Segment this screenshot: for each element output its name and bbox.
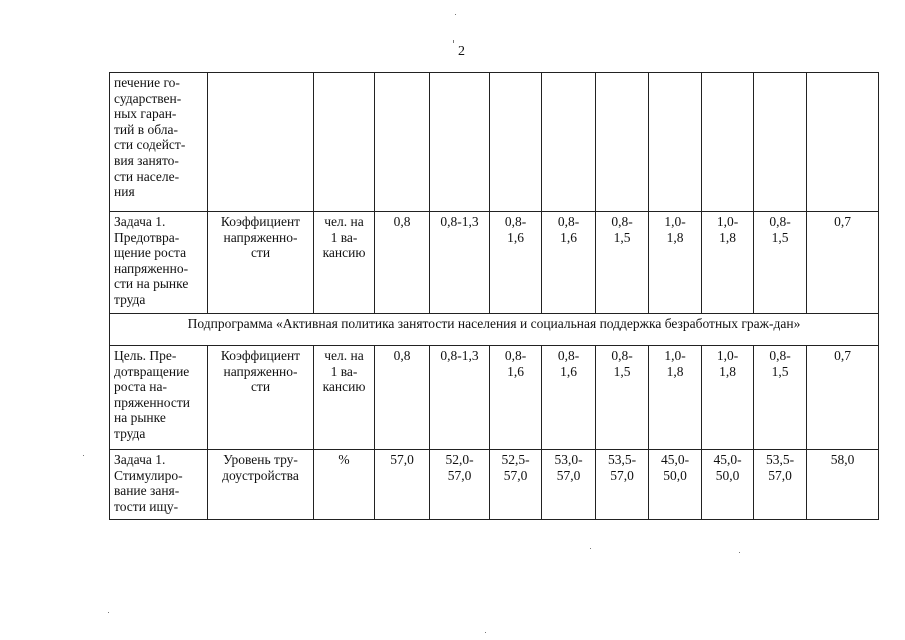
value-cell-line: 57,0 (768, 467, 792, 483)
value-cell-line: 0,8- (769, 214, 791, 229)
goal-task-cell-line: пряженности (114, 394, 190, 410)
value-cell (596, 450, 649, 520)
value-cell-line: 1,5 (771, 363, 789, 379)
unit-cell-line: 1 ва- (330, 229, 358, 245)
scan-speck (453, 40, 454, 43)
unit-cell-line: 1 ва- (330, 363, 358, 379)
goal-task-cell-line: труда (114, 291, 146, 307)
value-cell (542, 73, 596, 212)
value-cell-line: 1,0- (716, 348, 739, 363)
value-cell-line: 1,5 (771, 229, 789, 245)
value-cell-line: 0,8- (557, 214, 580, 229)
unit-cell-line: чел. на (324, 348, 364, 363)
value-cell-line: 1,8 (666, 229, 684, 245)
value-cell-line: 45,0- (660, 452, 690, 467)
table-row (110, 314, 879, 346)
unit-cell (314, 346, 375, 450)
value-cell (430, 212, 490, 314)
value-cell-line: 0,8- (611, 214, 633, 229)
value-cell-line: 0,8 (393, 214, 411, 229)
value-cell-line: 0,8-1,3 (440, 214, 479, 229)
unit-cell-line: % (338, 452, 350, 467)
value-cell-line: 0,7 (834, 214, 851, 229)
unit-cell (314, 212, 375, 314)
goal-task-cell-line: Предотвра- (114, 229, 180, 245)
value-cell-line: 53,5- (607, 452, 637, 467)
goal-task-cell-line: тости ищу- (114, 498, 179, 514)
value-cell-line: 50,0 (715, 467, 740, 483)
value-cell-line: 1,0- (664, 214, 686, 229)
scan-speck (485, 632, 486, 633)
indicator-cell (208, 212, 314, 314)
value-cell-line: 0,8- (611, 348, 633, 363)
value-cell (702, 346, 754, 450)
unit-cell-line: кансию (322, 379, 366, 395)
value-cell-line: 0,7 (834, 348, 851, 363)
value-cell-line: 58,0 (830, 452, 855, 467)
value-cell (807, 212, 879, 314)
value-cell (702, 73, 754, 212)
value-cell (702, 212, 754, 314)
indicator-cell-line: сти (250, 245, 271, 261)
value-cell-line: 57,0 (447, 467, 472, 483)
goal-task-cell-line: тий в обла- (114, 121, 178, 137)
value-cell (596, 73, 649, 212)
unit-cell (314, 450, 375, 520)
goal-task-cell-line: ния (114, 184, 135, 200)
value-cell-line: 52,5- (501, 452, 530, 467)
value-cell (375, 346, 430, 450)
value-cell (490, 73, 542, 212)
goal-task-cell-line: на рынке (114, 410, 166, 426)
scan-speck (739, 552, 740, 553)
value-cell (375, 450, 430, 520)
indicator-cell-line: Коэффициент (220, 348, 301, 363)
goal-task-cell-line: Стимулиро- (114, 467, 183, 483)
subprogram-title: Подпрограмма «Активная политика занятости населения и социальная поддержка безработных граж-дан» (110, 314, 879, 346)
value-cell (375, 212, 430, 314)
value-cell-line: 57,0 (390, 452, 414, 467)
goal-task-cell-line: сударствен- (114, 90, 182, 106)
value-cell (542, 450, 596, 520)
scan-speck (455, 14, 456, 15)
value-cell-line: 0,8- (557, 348, 580, 363)
value-cell-line: 1,8 (719, 229, 736, 245)
scan-speck (590, 548, 591, 549)
value-cell-line: 1,5 (613, 363, 631, 379)
indicator-cell-line: Уровень тру- (223, 452, 298, 467)
value-cell (375, 73, 430, 212)
goal-task-cell-line: щение роста (114, 245, 187, 261)
value-cell (430, 450, 490, 520)
value-cell-line: 1,6 (507, 363, 524, 379)
value-cell-line: 57,0 (556, 467, 581, 483)
value-cell-line: 0,8- (769, 348, 791, 363)
unit-cell-line: кансию (322, 245, 366, 261)
value-cell-line: 1,6 (560, 229, 577, 245)
value-cell (490, 450, 542, 520)
goal-task-cell (110, 212, 208, 314)
scan-speck (108, 612, 109, 613)
value-cell-line: 1,5 (613, 229, 631, 245)
value-cell (807, 450, 879, 520)
value-cell (754, 450, 807, 520)
value-cell (430, 346, 490, 450)
indicator-cell-line: доустройства (222, 467, 299, 483)
value-cell-line: 53,5- (765, 452, 795, 467)
goal-task-cell (110, 450, 208, 520)
value-cell-line: 45,0- (713, 452, 742, 467)
goal-task-cell-line: вия занято- (114, 152, 179, 168)
value-cell-line: 50,0 (663, 467, 687, 483)
value-cell (649, 450, 702, 520)
goal-task-cell-line: Цель. Пре- (114, 348, 177, 363)
value-cell-line: 57,0 (503, 467, 528, 483)
value-cell (596, 346, 649, 450)
value-cell (702, 450, 754, 520)
scan-speck (83, 455, 84, 456)
value-cell (754, 73, 807, 212)
value-cell (649, 73, 702, 212)
goal-task-cell-line: вание заня- (114, 483, 180, 499)
value-cell (542, 212, 596, 314)
table-body (110, 73, 879, 520)
value-cell (649, 212, 702, 314)
value-cell (807, 73, 879, 212)
table-row (110, 450, 879, 520)
goal-task-cell-line: напряженно- (114, 260, 189, 276)
value-cell (807, 346, 879, 450)
goal-task-cell-line: труда (114, 425, 146, 441)
unit-cell-line: чел. на (324, 214, 364, 229)
value-cell-line: 1,6 (507, 229, 524, 245)
table-row (110, 212, 879, 314)
goal-task-cell (110, 73, 208, 212)
value-cell (542, 346, 596, 450)
indicator-cell-line: сти (250, 379, 271, 395)
value-cell-line: 1,0- (716, 214, 739, 229)
goal-task-cell-line: сти населе- (114, 168, 180, 184)
indicators-table (109, 72, 879, 520)
goal-task-cell-line: Задача 1. (114, 214, 166, 229)
goal-task-cell (110, 346, 208, 450)
value-cell-line: 0,8- (504, 214, 527, 229)
unit-cell (314, 73, 375, 212)
value-cell-line: 1,8 (666, 363, 684, 379)
indicator-cell (208, 73, 314, 212)
goal-task-cell-line: дотвращение (114, 363, 190, 379)
value-cell-line: 1,0- (664, 348, 686, 363)
value-cell (596, 212, 649, 314)
value-cell (430, 73, 490, 212)
value-cell-line: 0,8- (504, 348, 527, 363)
goal-task-cell-line: сти содейст- (114, 137, 186, 153)
goal-task-cell-line: сти на рынке (114, 276, 189, 292)
goal-task-cell-line: Задача 1. (114, 452, 166, 467)
value-cell-line: 0,8 (393, 348, 411, 363)
goal-task-cell-line: ных гаран- (114, 106, 177, 122)
value-cell (490, 212, 542, 314)
indicator-cell-line: Коэффициент (220, 214, 301, 229)
value-cell (754, 346, 807, 450)
value-cell-line: 1,8 (719, 363, 736, 379)
value-cell-line: 0,8-1,3 (440, 348, 479, 363)
goal-task-cell-line: печение го- (114, 75, 180, 90)
indicator-cell (208, 346, 314, 450)
value-cell-line: 1,6 (560, 363, 577, 379)
table-row (110, 346, 879, 450)
table-row (110, 73, 879, 212)
value-cell (754, 212, 807, 314)
indicator-cell-line: напряженно- (223, 229, 298, 245)
value-cell-line: 53,0- (554, 452, 583, 467)
value-cell (490, 346, 542, 450)
value-cell-line: 57,0 (610, 467, 634, 483)
indicator-cell-line: напряженно- (223, 363, 298, 379)
goal-task-cell-line: роста на- (114, 379, 167, 395)
value-cell (649, 346, 702, 450)
value-cell-line: 52,0- (445, 452, 474, 467)
indicator-cell (208, 450, 314, 520)
page-number: 2 (458, 44, 465, 59)
